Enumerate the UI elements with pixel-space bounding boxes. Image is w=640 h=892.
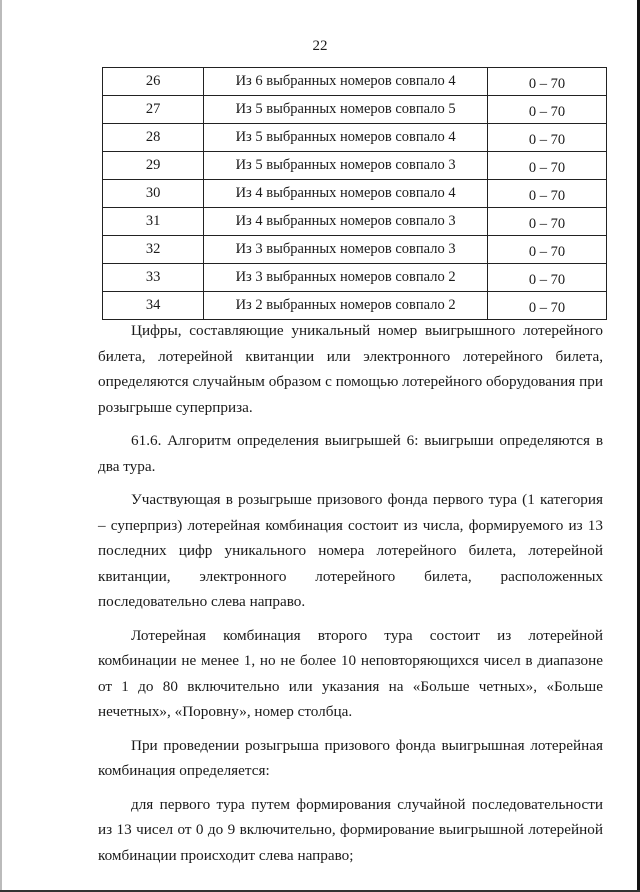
prize-category-description: Из 6 выбранных номеров совпало 4 [204, 68, 488, 96]
prize-category-description: Из 4 выбранных номеров совпало 3 [204, 208, 488, 236]
prize-category-description: Из 3 выбранных номеров совпало 2 [204, 264, 488, 292]
prize-share-range: 0 – 70 [488, 264, 607, 292]
prize-share-range: 0 – 70 [488, 68, 607, 96]
prize-share-range: 0 – 70 [488, 124, 607, 152]
prize-category-description: Из 3 выбранных номеров совпало 3 [204, 236, 488, 264]
paragraph-unique-number: Цифры, составляющие уникальный номер выигрышного лотерейного билета, лотерейной квитанции или электронного лотерейного билета, определяются случайным образом с помощью лотерейного оборудования при розыгрыше суперприза. [98, 322, 603, 416]
prize-category-description: Из 4 выбранных номеров совпало 4 [204, 180, 488, 208]
paragraph-winning-combination: При проведении розыгрыша призового фонда выигрышная лотерейная комбинация определяется: [98, 736, 603, 779]
prize-share-range: 0 – 70 [488, 180, 607, 208]
prize-table-body [103, 68, 607, 320]
table-row [103, 124, 607, 152]
prize-category-number: 29 [103, 152, 204, 180]
table-row [103, 292, 607, 320]
table-row [103, 180, 607, 208]
prize-category-description: Из 5 выбранных номеров совпало 3 [204, 152, 488, 180]
paragraph-second-tour: Лотерейная комбинация второго тура состоит из лотерейной комбинации не менее 1, но не более 10 неповторяющихся чисел в диапазоне от 1 до 80 включительно или указания на «Больше четных», «Больше нечетных», «Поровну», номер столбца. [98, 626, 603, 720]
paragraph-first-tour: Участвующая в розыгрыше призового фонда первого тура (1 категория – суперприз) лотерейная комбинация состоит из числа, формируемого из 13 последних цифр уникального номера лотерейного билета, лотерейной квитанции, электронного лотерейного билета, расположенных последовательно слева направо. [98, 491, 603, 610]
table-row [103, 208, 607, 236]
prize-category-number: 31 [103, 208, 204, 236]
table-row [103, 236, 607, 264]
prize-category-number: 28 [103, 124, 204, 152]
prize-share-range: 0 – 70 [488, 292, 607, 320]
prize-category-description: Из 2 выбранных номеров совпало 2 [204, 292, 488, 320]
paragraph-algorithm-6: 61.6. Алгоритм определения выигрышей 6: выигрыши определяются в два тура. [98, 432, 603, 475]
prize-category-number: 34 [103, 292, 204, 320]
prize-share-range: 0 – 70 [488, 152, 607, 180]
prize-category-number: 30 [103, 180, 204, 208]
prize-category-number: 27 [103, 96, 204, 124]
body-text [98, 318, 603, 868]
prize-table [102, 67, 607, 320]
scan-edge-left [0, 0, 2, 892]
prize-category-description: Из 5 выбранных номеров совпало 5 [204, 96, 488, 124]
prize-category-description: Из 5 выбранных номеров совпало 4 [204, 124, 488, 152]
prize-category-number: 33 [103, 264, 204, 292]
table-row [103, 68, 607, 96]
prize-category-number: 32 [103, 236, 204, 264]
prize-share-range: 0 – 70 [488, 96, 607, 124]
paragraph-first-tour-sequence: для первого тура путем формирования случайной последовательности из 13 чисел от 0 до 9 включительно, формирование выигрышной лотерейной комбинации происходит слева направо; [98, 795, 603, 864]
table-row [103, 152, 607, 180]
table-row [103, 96, 607, 124]
prize-category-number: 26 [103, 68, 204, 96]
prize-share-range: 0 – 70 [488, 208, 607, 236]
prize-share-range: 0 – 70 [488, 236, 607, 264]
page-number: 22 [312, 38, 328, 54]
table-row [103, 264, 607, 292]
